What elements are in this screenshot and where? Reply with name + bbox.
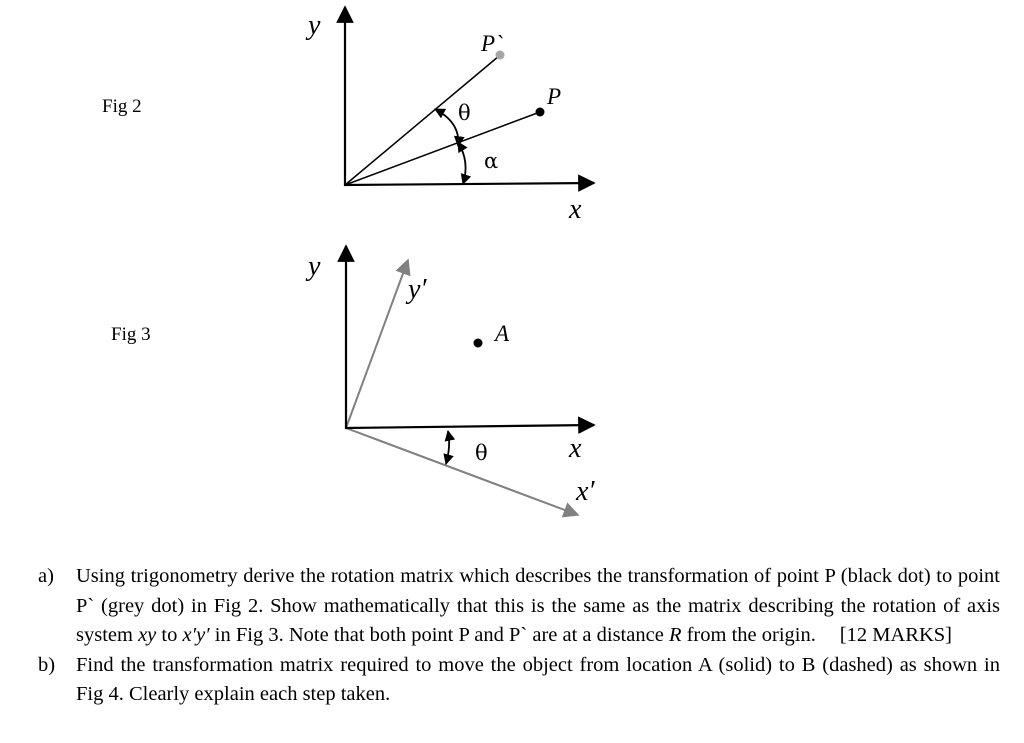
fig2-alpha-label: α	[484, 149, 499, 173]
questions	[38, 562, 1000, 710]
fig3-theta-label: θ	[475, 441, 488, 465]
question-a-text-1: Using trigonometry derive the rotation matrix which describes the transformation of point P (black dot) to point P` (grey dot) in Fig 2. Show mathematically that this is the same as the matrix describing the rotation of axis system	[76, 565, 1000, 646]
question-a-r: R	[668, 624, 682, 646]
question-a-to: to	[156, 624, 183, 646]
fig3-point-a	[474, 339, 483, 348]
question-a-xpyp: x′y′	[182, 624, 210, 646]
fig3-x-prime-label: x′	[576, 476, 595, 507]
question-a-marks: [12 MARKS]	[839, 624, 952, 646]
fig2-x-label: x	[569, 194, 582, 225]
question-a-text-3: from the origin.	[681, 624, 816, 646]
fig2-theta-label: θ	[458, 101, 471, 125]
fig2-y-label: y	[308, 10, 321, 41]
question-b-text: Find the transformation matrix required to move the object from location A (solid) to B (dashed) as shown in Fig 4. Clearly explain each step taken.	[76, 653, 1000, 705]
question-a-marker: a)	[38, 565, 54, 587]
fig3-theta-arrow	[446, 431, 449, 464]
fig3-y-label: y	[308, 251, 321, 282]
question-b-marker: b)	[38, 653, 56, 676]
fig2-label: Fig 2	[102, 96, 142, 117]
fig2-p-rotated-label: P`	[481, 31, 503, 56]
fig3-label: Fig 3	[111, 324, 151, 345]
question-a	[38, 562, 1000, 651]
question-b	[38, 651, 1000, 710]
fig3-x-axis	[345, 425, 594, 428]
fig3-x-prime-axis	[346, 428, 578, 515]
fig3-y-prime-axis	[346, 260, 408, 428]
question-a-xy: xy	[138, 624, 157, 646]
question-a-text-2: in Fig 3. Note that both point P and P` are at a distance	[209, 624, 669, 646]
fig3-x-label: x	[569, 433, 582, 464]
fig2-p-label: P	[547, 84, 562, 109]
fig3-a-label: A	[495, 321, 510, 346]
fig3-y-prime-label: y′	[408, 274, 427, 305]
